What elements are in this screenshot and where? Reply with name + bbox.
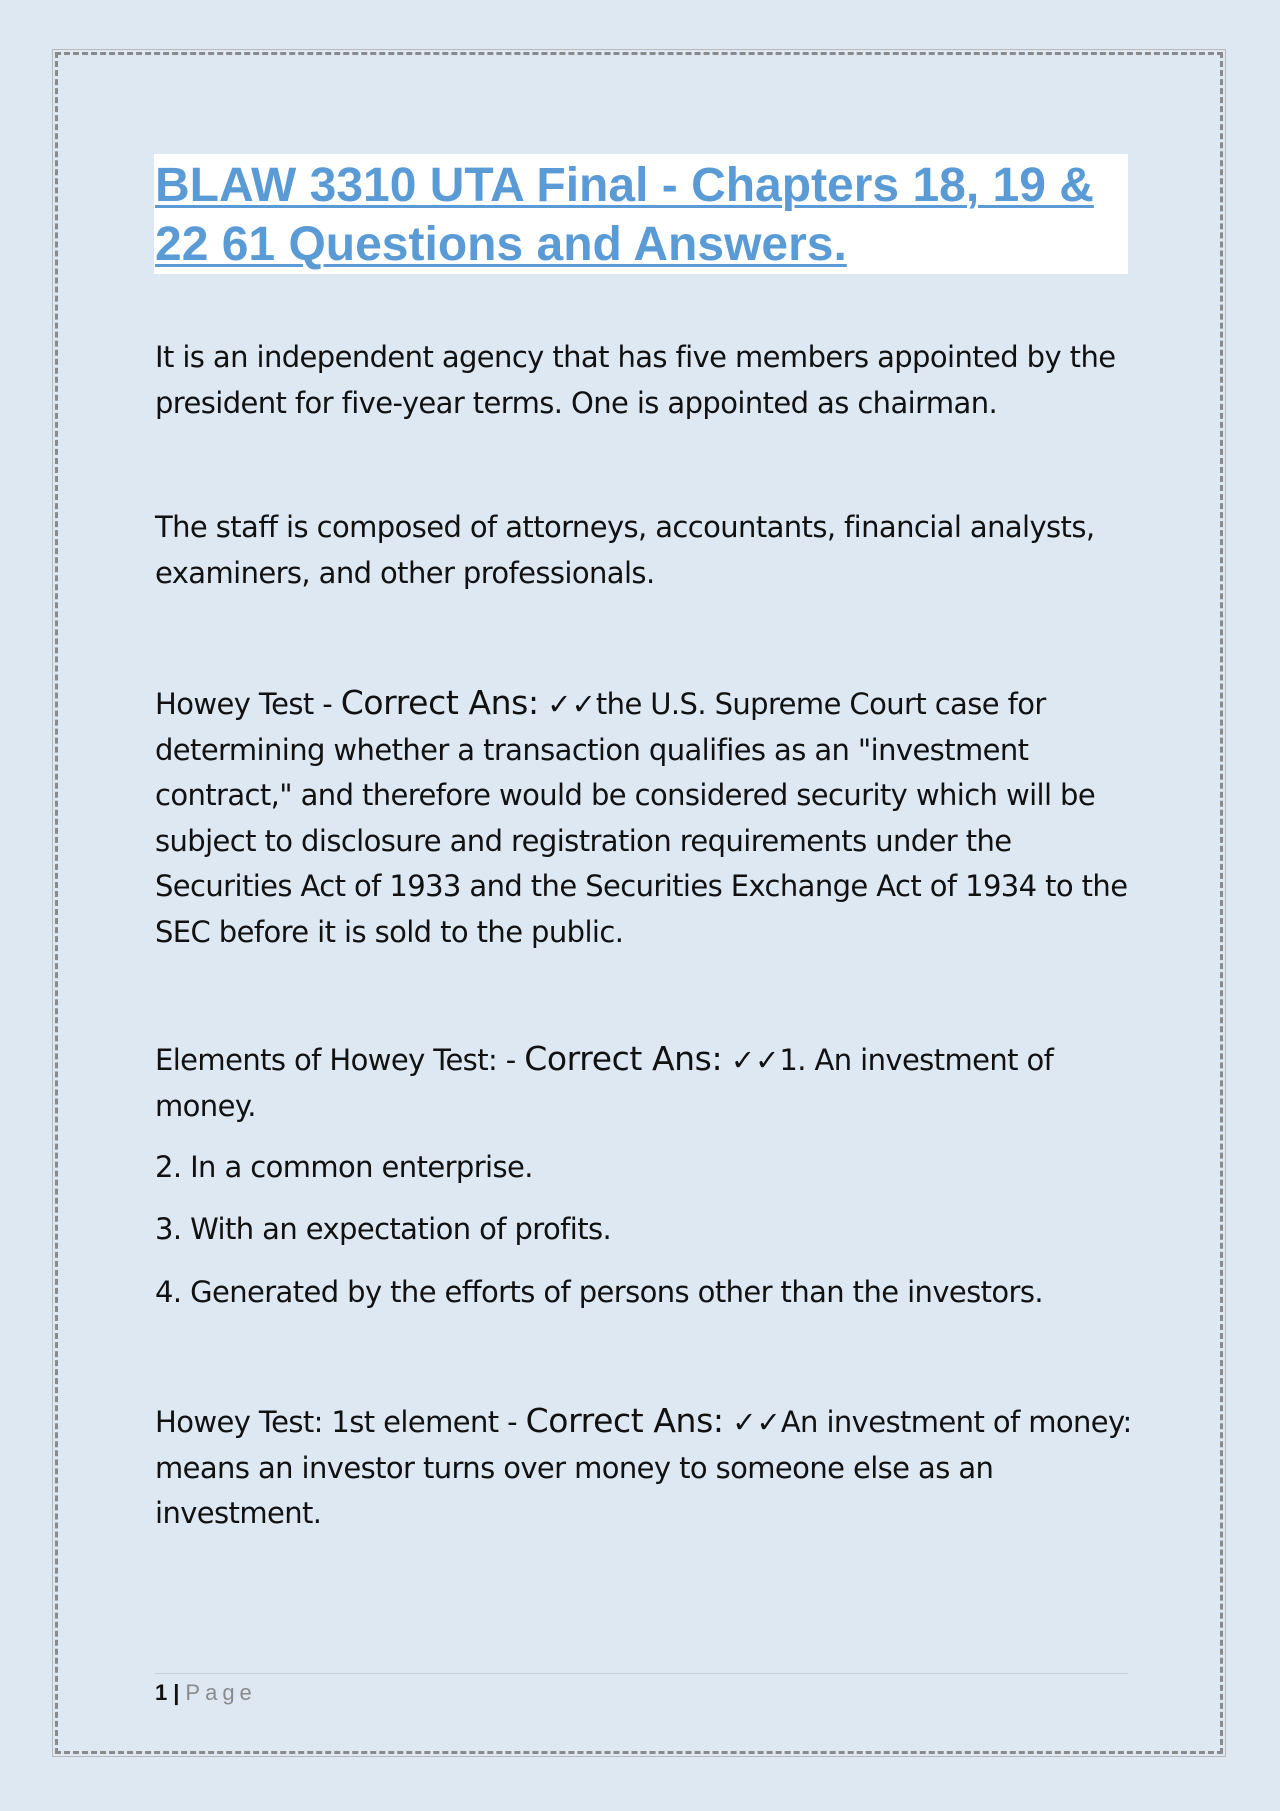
answer-text: the U.S. Supreme Court case for determining whether a transaction qualifies as an "investment contract," and therefore would be considered security which will be subject to disclosure and registration requirements under the Securities Act of 1933 and the Securities Exchange Act of 1934 to the SEC before it is sold to the public. bbox=[155, 687, 1128, 949]
intro-paragraph-1: It is an independent agency that has five members appointed by the president for five-year terms. One is appointed as chairman. bbox=[155, 340, 1116, 420]
answer-label: Correct Ans: bbox=[524, 1039, 723, 1078]
question-text: Elements of Howey Test: - bbox=[155, 1043, 516, 1077]
footer-divider bbox=[155, 1673, 1128, 1674]
answer-label: Correct Ans: bbox=[525, 1401, 724, 1440]
intro-paragraph-2: The staff is composed of attorneys, accountants, financial analysts, examiners, and other professionals. bbox=[155, 510, 1095, 590]
answer-text: 1. An investment of money. bbox=[155, 1043, 1054, 1123]
answer-label: Correct Ans: bbox=[340, 683, 539, 722]
check-marks-icon: ✓✓ bbox=[547, 687, 596, 721]
list-item: 3. With an expectation of profits. bbox=[155, 1212, 612, 1246]
qa-item-elements-of-howey-test bbox=[155, 1036, 1135, 1129]
qa-item-howey-test bbox=[155, 680, 1135, 955]
page-footer bbox=[155, 1679, 257, 1707]
question-text: Howey Test: 1st element - bbox=[155, 1405, 518, 1439]
qa-item-howey-first-element bbox=[155, 1398, 1135, 1537]
page-label: Page bbox=[185, 1680, 257, 1705]
page-number: 1 bbox=[155, 1680, 168, 1705]
list-item: 2. In a common enterprise. bbox=[155, 1150, 533, 1184]
answer-text: An investment of money: means an investor turns over money to someone else as an investment. bbox=[155, 1405, 1132, 1530]
document-title: BLAW 3310 UTA Final - Chapters 18, 19 & 22 61 Questions and Answers. bbox=[155, 159, 1094, 271]
footer-separator: | bbox=[173, 1680, 180, 1705]
question-text: Howey Test - bbox=[155, 687, 333, 721]
list-item: 4. Generated by the efforts of persons other than the investors. bbox=[155, 1275, 1044, 1309]
check-marks-icon: ✓✓ bbox=[732, 1405, 781, 1439]
check-marks-icon: ✓✓ bbox=[730, 1043, 780, 1077]
